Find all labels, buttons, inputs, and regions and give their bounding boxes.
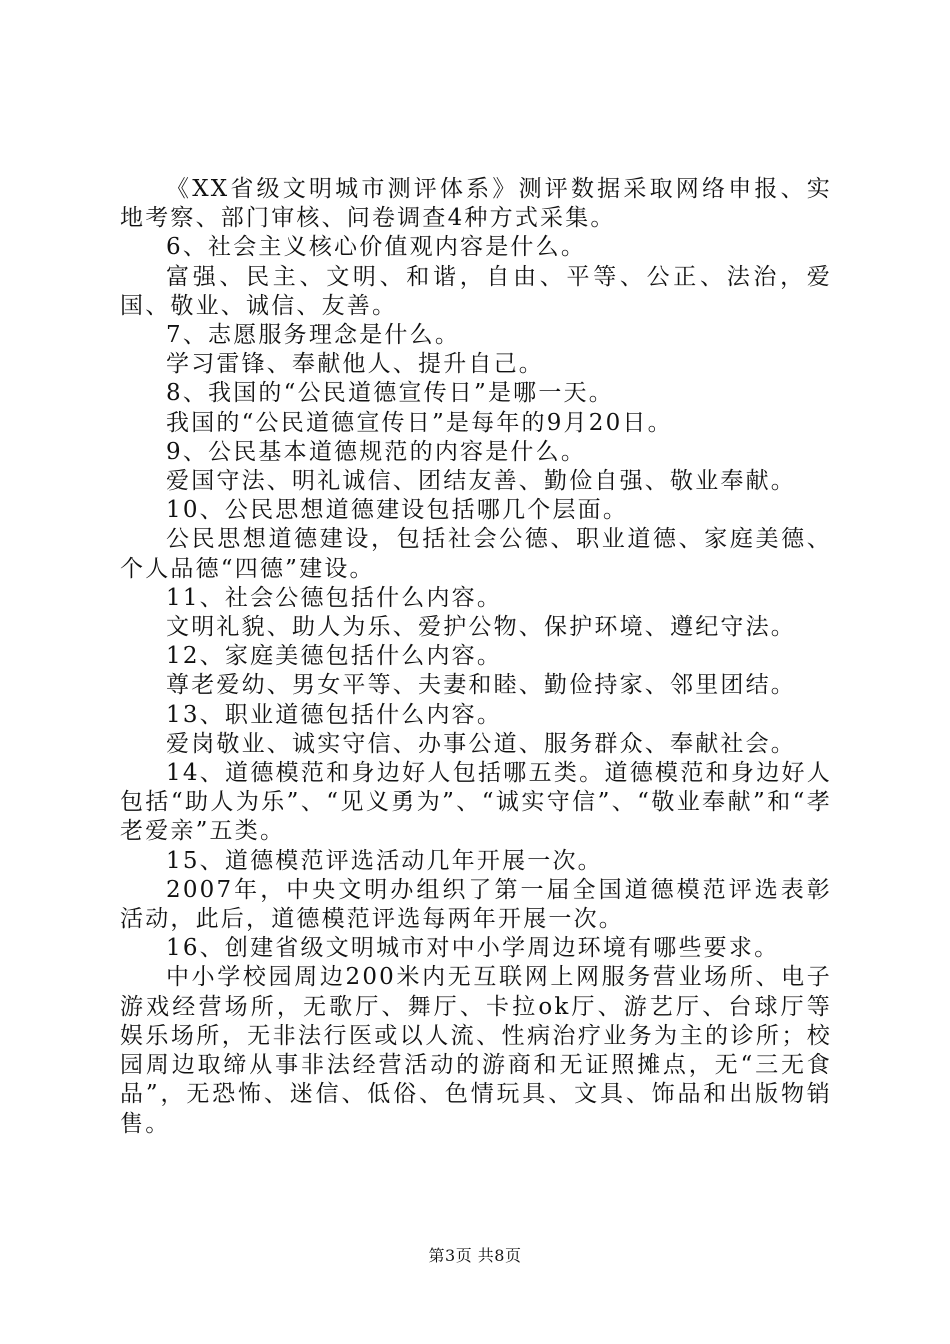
question-6: 6、社会主义核心价值观内容是什么。 [166, 234, 587, 261]
answer-12: 尊老爱幼、男女平等、夫妻和睦、勤俭持家、邻里团结。 [166, 672, 796, 699]
answer-10: 公民思想道德建设，包括社会公德、职业道德、家庭美德、个人品德“四德”建设。 [120, 526, 832, 582]
question-9: 9、公民基本道德规范的内容是什么。 [166, 438, 587, 465]
page-number-footer: 第3页 共8页 [428, 1246, 522, 1265]
answer-8: 我国的“公民道德宣传日”是每年的9月20日。 [166, 409, 673, 436]
question-10: 10、公民思想道德建设包括哪几个层面。 [166, 497, 629, 524]
question-7: 7、志愿服务理念是什么。 [166, 322, 461, 349]
question-14: 14、道德模范和身边好人包括哪五类。道德模范和身边好人包括“助人为乐”、“见义勇为”、“诚实守信”、“敬业奉献”和“孝老爱亲”五类。 [120, 760, 832, 845]
answer-11: 文明礼貌、助人为乐、爱护公物、保护环境、遵纪守法。 [166, 614, 796, 641]
answer-9: 爱国守法、明礼诚信、团结友善、勤俭自强、敬业奉献。 [166, 468, 796, 495]
question-15: 15、道德模范评选活动几年开展一次。 [166, 847, 603, 874]
answer-6: 富强、民主、文明、和谐，自由、平等、公正、法治，爱国、敬业、诚信、友善。 [120, 263, 832, 319]
question-16: 16、创建省级文明城市对中小学周边环境有哪些要求。 [166, 935, 780, 962]
answer-7: 学习雷锋、奉献他人、提升自己。 [166, 351, 544, 378]
question-8: 8、我国的“公民道德宣传日”是哪一天。 [166, 380, 614, 407]
question-11: 11、社会公德包括什么内容。 [166, 584, 503, 611]
paragraph: 《XX省级文明城市测评体系》测评数据采取网络申报、实地考察、部门审核、问卷调查4种方式采集。 [120, 176, 832, 232]
question-13: 13、职业道德包括什么内容。 [166, 701, 503, 728]
document-body [120, 175, 832, 1139]
answer-13: 爱岗敬业、诚实守信、办事公道、服务群众、奉献社会。 [166, 730, 796, 757]
answer-15: 2007年，中央文明办组织了第一届全国道德模范评选表彰活动，此后，道德模范评选每两年开展一次。 [120, 876, 832, 933]
answer-16: 中小学校园周边200米内无互联网上网服务营业场所、电子游戏经营场所，无歌厅、舞厅、卡拉ok厅、游艺厅、台球厅等娱乐场所，无非法行医或以人流、性病治疗业务为主的诊所；校园周边取缔从事非法经营活动的游商和无证照摊点，无“三无食品”，无恐怖、迷信、低俗、色情玩具、文具、饰品和出版物销售。 [120, 964, 832, 1137]
question-12: 12、家庭美德包括什么内容。 [166, 643, 503, 670]
